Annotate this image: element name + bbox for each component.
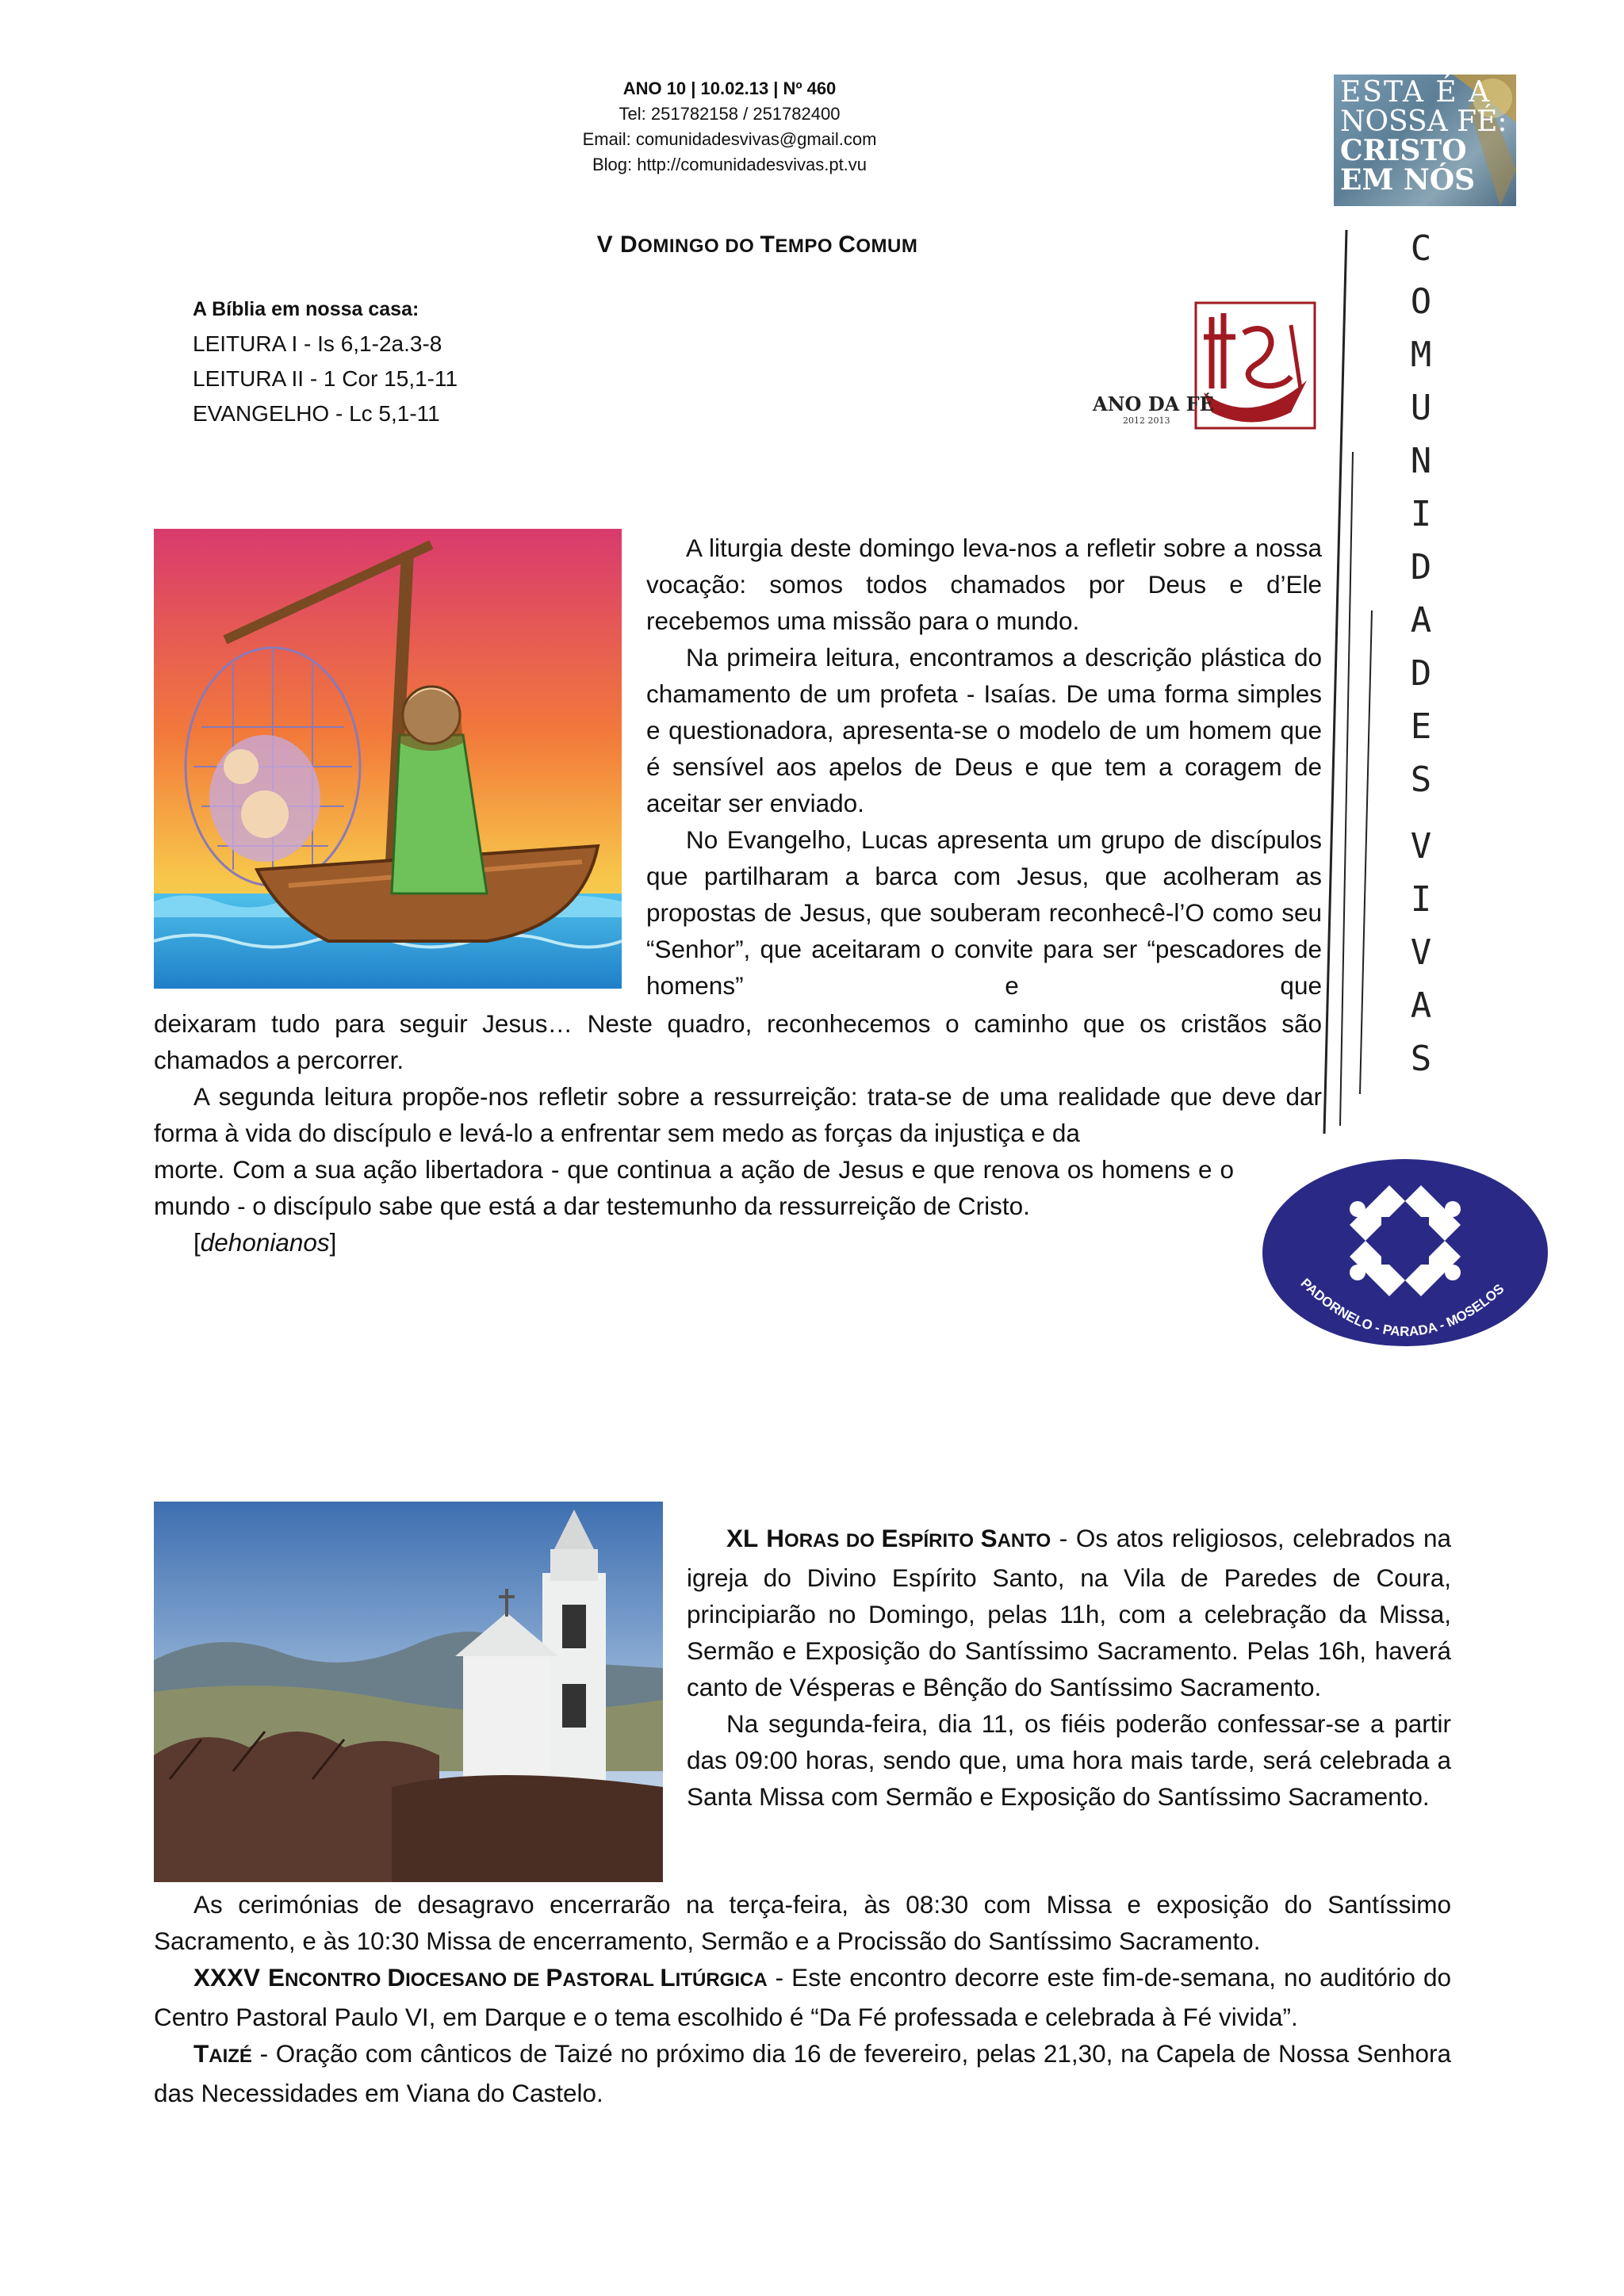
vertical-title-letter: D (1410, 653, 1432, 694)
ano-da-fe-years: 2012 2013 (1123, 415, 1170, 426)
article1-full-width (154, 1005, 1322, 1151)
tel-line: Tel: 251782158 / 251782400 (619, 104, 841, 124)
vertical-title-comunidades-vivas (1405, 228, 1437, 1092)
article1-narrow (154, 1151, 1234, 1261)
article2-p4: XXXV ENCONTRO DIOCESANO DE PASTORAL LITÚRGICA - Este encontro decorre este fim-de-semana, no auditório do Centro Pastoral Paulo VI, em Darque e o tema escolhido é “Da Fé professada e celebrada à Fé vivida”. (154, 1963, 1451, 2031)
article1-p4b: morte. Com a sua ação libertadora - que continua a ação de Jesus e que renova os homens e o mundo - o discípulo sabe que está a dar testemunho da ressurreição de Cristo. (154, 1155, 1234, 1220)
reading-2: LEITURA II - 1 Cor 15,1-11 (193, 366, 458, 391)
logo-line-2: NOSSA FÉ: (1340, 105, 1507, 138)
article1-p1: A liturgia deste domingo leva-nos a refletir sobre a nossa vocação: somos todos chamados por Deus e d’Ele recebemos uma missão para o mundo. (646, 534, 1322, 635)
article2-p1: XL HORAS DO ESPÍRITO SANTO - Os atos religiosos, celebrados na igreja do Divino Espírito Santo, na Vila de Paredes de Coura, principiarão no Domingo, pelas 11h, com a celebração da Missa, Sermão e Exposição do Santíssimo Sacramento. Pelas 16h, haverá canto de Vésperas e Bênção do Santíssimo Sacramento. (687, 1524, 1452, 1701)
vertical-title-letter: C (1410, 228, 1432, 269)
vertical-title-letter: A (1410, 600, 1432, 641)
logo-line-1: ESTA É A (1340, 76, 1492, 109)
biblia-box (193, 292, 668, 431)
church-scene (154, 1502, 663, 1882)
blog-line: Blog: http://comunidadesvivas.pt.vu (592, 155, 868, 174)
article1-source: [dehonianos] (193, 1228, 337, 1257)
vertical-title-letter: U (1410, 388, 1432, 428)
article1-p2: Na primeira leitura, encontramos a descrição plástica do chamamento de um profeta - Isaías. De uma forma simples e questionadora, apresenta-se o modelo de um homem que é sensível aos apelos de Deus e que tem a coragem de aceitar ser enviado. (646, 643, 1322, 817)
vertical-title-letter: N (1410, 441, 1432, 481)
article2-p5: TAIZÉ - Oração com cânticos de Taizé no próximo dia 16 de fevereiro, pelas 21,30, na Capela de Nossa Senhora das Necessidades em Viana do Castelo. (154, 2039, 1451, 2107)
article1-p3a: No Evangelho, Lucas apresenta um grupo de discípulos que partilharam a barca com Jesus, que acolheram as propostas de Jesus, que souberam reconhecê-l’O como seu “Senhor”, que aceitaram o convite para ser “pescadores de homens” e que (646, 825, 1322, 1000)
vertical-title-letter: V (1410, 932, 1432, 973)
masthead-info (492, 76, 967, 178)
vertical-title-letter: S (1410, 1039, 1432, 1079)
article1-p4a: A segunda leitura propõe-nos refletir sobre a ressurreição: trata-se de uma realidade que deve dar forma à vida do discípulo e levá-lo a enfrentar sem medo as forças da injustiça e da (154, 1082, 1322, 1147)
decorative-vertical-lines (1316, 214, 1411, 1150)
vertical-title-letter: E (1410, 706, 1432, 747)
vertical-title-letter: M (1410, 335, 1432, 375)
vertical-title-letter: S (1410, 760, 1432, 800)
parish-hands-emblem (1261, 1158, 1550, 1348)
encontro-heading: XXXV ENCONTRO DIOCESANO DE PASTORAL LITÚRGICA (193, 1963, 768, 1992)
ano-da-fe-label: ANO DA FÉ (1093, 392, 1214, 415)
logo-line-3: CRISTO (1340, 134, 1467, 167)
vertical-title-letter: D (1410, 547, 1432, 587)
ano-da-fe-logo (1093, 301, 1319, 436)
logo-line-4: EM NÓS (1340, 163, 1476, 197)
article2-column (687, 1520, 1451, 1815)
vertical-title-letter: I (1410, 879, 1432, 920)
reading-3: EVANGELHO - Lc 5,1-11 (193, 401, 440, 426)
jesus-boat-illustration (154, 529, 622, 989)
article2-heading: XL HORAS DO ESPÍRITO SANTO (726, 1524, 1051, 1552)
issue-line: ANO 10 | 10.02.13 | Nº 460 (622, 78, 837, 98)
parish-logo-text: PADORNELO - PARADA - MOSELOS (1297, 1275, 1507, 1340)
esta-e-a-nossa-fe-logo (1334, 75, 1516, 206)
reading-1: LEITURA I - Is 6,1-2a.3-8 (193, 331, 442, 356)
parish-logo (1261, 1158, 1550, 1348)
vertical-title-letter: V (1410, 826, 1432, 867)
biblia-heading: A Bíblia em nossa casa: (193, 298, 419, 320)
article2-p2: Na segunda-feira, dia 11, os fiéis poderão confessar-se a partir das 09:00 horas, sendo que, uma hora mais tarde, será celebrada a Santa Missa com Sermão e Exposição do Santíssimo Sacramento. (687, 1709, 1451, 1811)
boat-scene (154, 529, 622, 989)
article1-column (646, 530, 1322, 1004)
page-title: V DOMINGO DO TEMPO COMUM (596, 232, 918, 258)
vertical-title-letter: O (1410, 281, 1432, 322)
article2-p3: As cerimónias de desagravo encerrarão na terça-feira, às 08:30 com Missa e exposição do Santíssimo Sacramento, e às 10:30 Missa de encerramento, Sermão e a Procissão do Santíssimo Sacramento. (154, 1890, 1451, 1955)
article2-full-width (154, 1886, 1451, 2111)
taize-heading: TAIZÉ (193, 2039, 252, 2068)
vertical-title-letter: A (1410, 985, 1432, 1026)
article1-p3b: deixaram tudo para seguir Jesus… Neste quadro, reconhecemos o caminho que os cristãos são chamados a percorrer. (154, 1009, 1322, 1074)
email-line: Email: comunidadesvivas@gmail.com (582, 129, 877, 149)
church-photo (154, 1502, 663, 1882)
vertical-title-letter: I (1410, 494, 1432, 534)
